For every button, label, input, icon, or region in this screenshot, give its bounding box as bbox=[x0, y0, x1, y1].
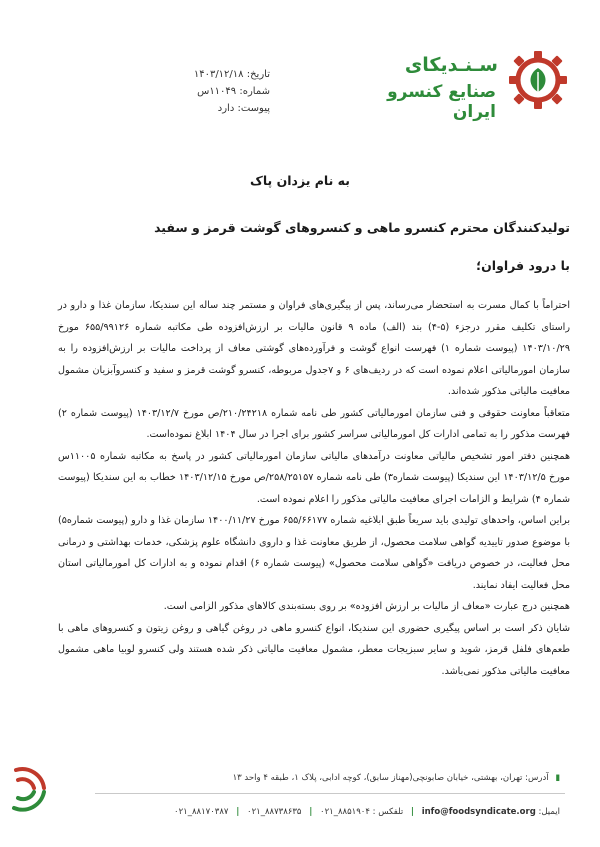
logo-title-line1: سـنـدیکای bbox=[404, 54, 498, 76]
address-label: آدرس: bbox=[525, 773, 549, 783]
corner-arc-decoration-icon bbox=[10, 762, 50, 814]
email-link[interactable]: info@foodsyndicate.org bbox=[421, 807, 536, 817]
footer-divider bbox=[95, 793, 565, 794]
letter-number: شماره: ۱۱۰۴۹س bbox=[197, 86, 270, 97]
separator-icon: | bbox=[309, 807, 313, 817]
location-pin-icon: ▮ bbox=[555, 773, 560, 783]
body-paragraph-6: شایان ذکر است بر اساس پیگیری حضوری این سندیکا، انواع کنسرو ماهی در روغن گیاهی و روغن زیتون و کنسروهای ماهی با طعم‌های فلفل قرمز، شوید و سایر سبزیجات معطر، مشمول معافیت مالیاتی ذکر شده هستند ولی کنسرو لوبیا ماهی مشمول معافیت مالیاتی مذکور نمی‌باشد. bbox=[58, 622, 570, 677]
syndicate-logo bbox=[380, 48, 570, 122]
fax-label: تلفکس : bbox=[372, 807, 404, 817]
basmala-heading: به نام یزدان پاک bbox=[250, 173, 350, 188]
footer-address bbox=[233, 773, 560, 783]
email-label: ایمیل: bbox=[538, 807, 560, 817]
address-text: تهران، بهشتی، خیابان صابونچی(مهناز سابق)، کوچه ادابی، پلاک ۱، طبقه ۴ واحد ۱۳ bbox=[232, 773, 523, 783]
addressee-heading: تولیدکنندگان محترم کنسرو ماهی و کنسروهای گوشت قرمز و سفید bbox=[154, 220, 570, 235]
body-paragraph-4: براین اساس، واحدهای تولیدی باید سریعاً طبق ابلاغیه شماره ۶۵۵/۶۶۱۷۷ مورخ ۱۴۰۰/۱۱/۲۷ سازمان غذا و دارو (پیوست شماره۵) با موضوع صدور تاییدیه گواهی سلامت محصول، از طریق معاونت غذا و داروی دانشگاه علوم پزشکی، خدمات بهداشتی و درمانی محل فعالیت، در خصوص دریافت «گواهی سلامت محصول» (پیوست شماره ۶) اقدام نموده و به ادارات کل امورمالیاتی استان محل فعالیت ایفاد نمایند. bbox=[58, 515, 570, 591]
separator-icon: | bbox=[410, 807, 415, 817]
body-paragraph-5: همچنین درج عبارت «معاف از مالیات بر ارزش افزوده» بر روی بسته‌بندی کالاهای مذکور الزامی است. bbox=[163, 601, 570, 612]
greeting-line: با درود فراوان؛ bbox=[476, 258, 570, 273]
phone-number-2: ۰۲۱_۸۸۱۷۰۳۸۷ bbox=[174, 807, 229, 817]
body-paragraph-1: احتراماً با کمال مسرت به استحضار می‌رساند، پس از پیگیری‌های فراوان و مستمر چند ساله این سندیکا، سازمان غذا و دارو در راستای تکلیف مقرر درجزء (۵-۴) بند (الف) ماده ۹ قانون مالیات بر ارزش‌افزوده طی مکاتبه شماره ۶۵۵/۹۹۱۲۶ مورخ ۱۴۰۳/۱۰/۲۹ (پیوست شماره ۱) فهرست انواع گوشت و فرآورده‌های گوشتی معاف از پرداخت مالیات بر ارزش‌افزوده را به سازمان امورمالیاتی اعلام نموده است که در ردیف‌های ۶ و ۷جدول مربوطه، کنسرو گوشت قرمز و سفید و کنسروآبزیان مشمول معافیت مالیاتی مذکور شده‌اند. bbox=[58, 300, 570, 397]
letter-body bbox=[58, 295, 570, 682]
body-paragraph-2: متعاقباً معاونت حقوقی و فنی سازمان امورمالیاتی کشور طی نامه شماره ۲۱۰/۲۴۲۱۸/ص مورخ ۱۴۰۳/۱۲/۷ (پیوست شماره ۲) فهرست مذکور را به تمامی ادارات کل امورمالیاتی سراسر کشور برای اجرا در سال ۱۴۰۴ ابلاغ نموده‌است. bbox=[58, 407, 570, 440]
footer-contact bbox=[95, 807, 560, 817]
letter-meta bbox=[150, 66, 270, 117]
separator-icon: | bbox=[236, 807, 240, 817]
body-paragraph-3: همچنین دفتر امور تشخیص مالیاتی معاونت درآمدهای مالیاتی سازمان امورمالیاتی کشور در پاسخ به مکاتبه شماره ۱۱۰۰۵س مورخ ۱۴۰۳/۱۲/۵ این سندیکا (پیوست شماره۳) طی نامه شماره ۲۵۸/۲۵۱۵۷/ص مورخ ۱۴۰۳/۱۲/۱۵ خطاب به این سندیکا (پیوست شماره ۴) شرایط و الزامات اجرای معافیت مالیاتی مذکور را اعلام نموده است. bbox=[58, 450, 570, 505]
letter-date: تاریخ: ۱۴۰۳/۱۲/۱۸ bbox=[193, 69, 270, 80]
letter-attachment: پیوست: دارد bbox=[217, 103, 270, 114]
fax-number: ۰۲۱_۸۸۵۱۹۰۴ bbox=[320, 807, 370, 817]
gear-leaf-logo-icon bbox=[506, 48, 570, 112]
phone-number-1: ۰۲۱_۸۸۷۳۸۶۳۵ bbox=[247, 807, 302, 817]
logo-title-line2: صنایع کنسرو ایران bbox=[387, 82, 496, 122]
